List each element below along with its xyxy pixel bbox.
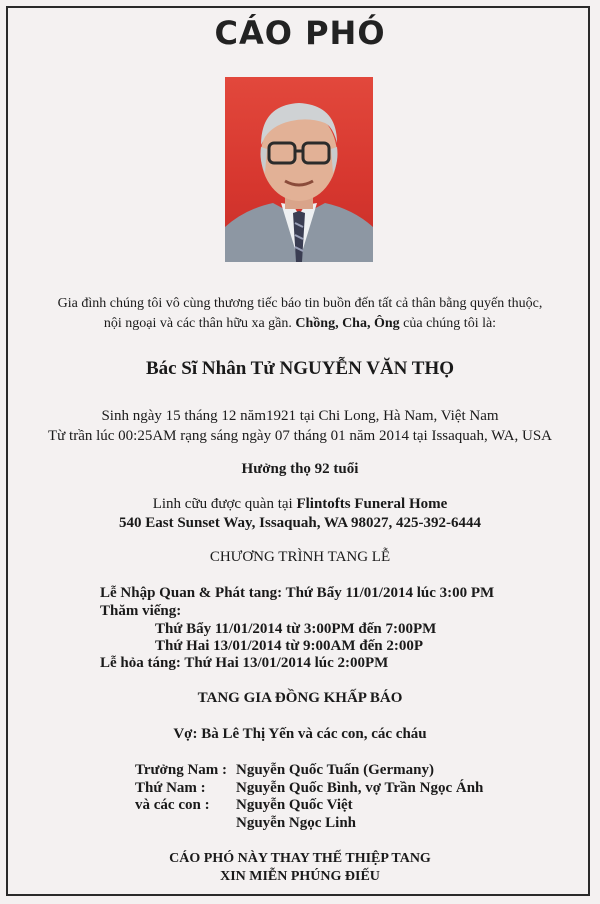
program-encoffinment: Lễ Nhập Quan & Phát tang: Thứ Bẩy 11/01/2014 lúc 3:00 PM xyxy=(100,585,495,601)
funeral-home-prefix: Linh cữu được quàn tại xyxy=(152,496,297,512)
other-child-2: Nguyễn Ngọc Linh xyxy=(236,815,357,831)
intro-line-1: Gia đình chúng tôi vô cùng thương tiếc báo tin buồn đến tất cả thân bằng quyến thuộc, xyxy=(57,296,543,311)
family-announce: TANG GIA ĐỒNG KHẤP BÁO xyxy=(197,690,403,706)
page-title: CÁO PHÓ xyxy=(214,14,386,52)
program-visitation-label: Thăm viếng: xyxy=(100,603,182,619)
closing-line-2: XIN MIỄN PHÚNG ĐIẾU xyxy=(220,869,380,884)
funeral-home-line xyxy=(0,496,600,513)
portrait-photo xyxy=(225,77,373,262)
intro-line-2-suffix: của chúng tôi là: xyxy=(399,316,497,331)
intro-relations: Chồng, Cha, Ông xyxy=(295,316,400,331)
birth-info: Sinh ngày 15 tháng 12 năm1921 tại Chi Long, Hà Nam, Việt Nam xyxy=(101,408,499,424)
age-info: Hưởng thọ 92 tuổi xyxy=(241,461,359,477)
program-visitation-day1: Thứ Bẩy 11/01/2014 từ 3:00PM đến 7:00PM xyxy=(155,621,437,637)
other-child-1: Nguyễn Quốc Việt xyxy=(236,797,353,813)
intro-line-2-prefix: nội ngoại và các thân hữu xa gần. xyxy=(103,316,296,331)
second-son-label: Thứ Nam : xyxy=(135,780,206,796)
funeral-home-address: 540 East Sunset Way, Issaquah, WA 98027, 425-392-6444 xyxy=(118,515,482,531)
intro-line-2 xyxy=(0,316,600,332)
program-title: CHƯƠNG TRÌNH TANG LỄ xyxy=(209,549,391,565)
other-children-label: và các con : xyxy=(135,797,210,813)
funeral-home-name: Flintofts Funeral Home xyxy=(296,496,448,512)
death-info: Từ trần lúc 00:25AM rạng sáng ngày 07 tháng 01 năm 2014 tại Issaquah, WA, USA xyxy=(47,428,553,444)
program-visitation-day2: Thứ Hai 13/01/2014 từ 9:00AM đến 2:00P xyxy=(155,638,424,654)
closing-line-1: CÁO PHÓ NÀY THAY THẾ THIỆP TANG xyxy=(169,851,431,866)
deceased-name: Bác Sĩ Nhân Tử NGUYỄN VĂN THỌ xyxy=(145,358,455,379)
eldest-son-label: Trưởng Nam : xyxy=(135,762,228,778)
portrait-illustration xyxy=(225,77,373,262)
eldest-son-value: Nguyễn Quốc Tuấn (Germany) xyxy=(236,762,434,778)
second-son-value: Nguyễn Quốc Bình, vợ Trần Ngọc Ánh xyxy=(236,780,484,796)
program-cremation: Lễ hỏa táng: Thứ Hai 13/01/2014 lúc 2:00PM xyxy=(100,655,389,671)
wife-line: Vợ: Bà Lê Thị Yến và các con, các cháu xyxy=(173,726,427,742)
